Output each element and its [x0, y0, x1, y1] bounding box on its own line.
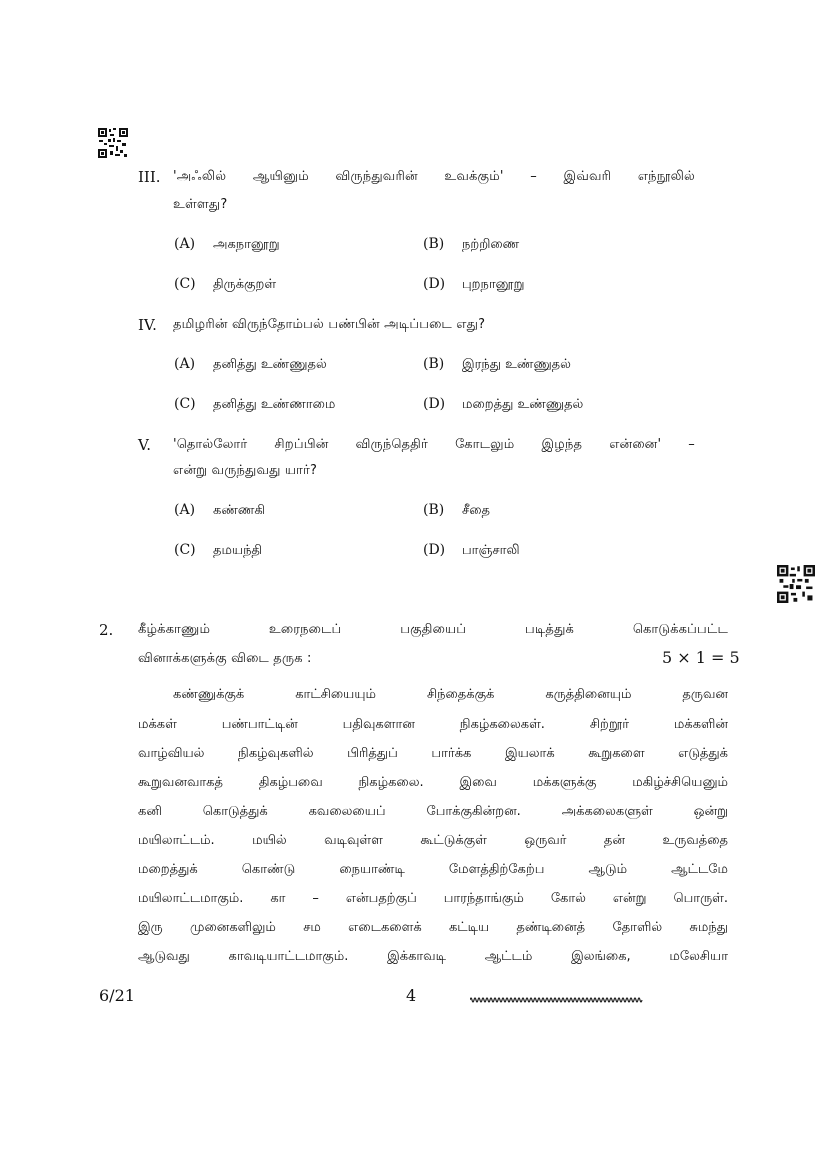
option-text: புறநானூறு: [462, 277, 525, 292]
question-text: 'தொல்லோர் சிறப்பின் விருந்தெதிர் கோடலும் இழந்த என்னை' –: [173, 437, 695, 452]
option-text: நற்றிணை: [462, 237, 520, 252]
option-text: பாஞ்சாலி: [462, 543, 520, 558]
option-letter: (C): [174, 542, 196, 558]
option-text: தனித்து உண்ணுதல்: [213, 357, 327, 372]
question-number: III.: [138, 168, 161, 186]
question-text: என்று வருந்துவது யார்?: [173, 463, 318, 478]
option-text: திருக்குறள்: [213, 277, 277, 292]
marks-label: 5 × 1 = 5: [662, 648, 740, 667]
passage-line: மக்கள் பண்பாட்டின் பதிவுகளான நிகழ்கலைகள். சிற்றூர் மக்களின்: [138, 717, 728, 732]
option-letter: (A): [174, 356, 196, 372]
option-text: மறைத்து உண்ணுதல்: [462, 397, 584, 412]
passage-line: ஆடுவது காவடியாட்டமாகும். இக்காவடி ஆட்டம் இலங்கை, மலேசியா: [138, 949, 728, 964]
option-text: சீதை: [462, 503, 490, 518]
option-letter: (A): [174, 502, 196, 518]
option-text: கண்ணகி: [213, 503, 266, 518]
option-letter: (D): [423, 396, 446, 412]
passage-line: மயிலாட்டமாகும். கா – என்பதற்குப் பாரந்தாங்கும் கோல் என்று பொருள்.: [138, 891, 728, 906]
question-number: V.: [138, 436, 151, 454]
qr-code-top-left: [98, 128, 128, 158]
option-text: தமயந்தி: [213, 543, 263, 558]
question-number: IV.: [138, 316, 157, 334]
question-text: கீழ்க்காணும் உரைநடைப் பகுதியைப் படித்துக் கொடுக்கப்பட்ட: [138, 622, 728, 637]
passage-line: இரு முனைகளிலும் சம எடைகளைக் கட்டிய தண்டினைத் தோளில் சுமந்து: [138, 920, 728, 935]
passage-line: கனி கொடுத்துக் கவலையைப் போக்குகின்றன. அக்கலைகளுள் ஒன்று: [138, 804, 728, 819]
wavy-line-decoration: [470, 990, 645, 1000]
option-letter: (C): [174, 276, 196, 292]
passage-line: மயிலாட்டம். மயில் வடிவுள்ள கூட்டுக்குள் ஒருவர் தன் உருவத்தை: [138, 833, 728, 848]
question-text: 'அஃலில் ஆயினும் விருந்துவரின் உவக்கும்' – இவ்வரி எந்நூலில்: [173, 169, 695, 184]
option-letter: (B): [423, 502, 445, 518]
passage-line: கூறுவனவாகத் திகழ்பவை நிகழ்கலை. இவை மக்களுக்கு மகிழ்ச்சியெனும்: [138, 775, 728, 790]
paper-code: 6/21: [99, 986, 135, 1005]
qr-code-right-margin: [777, 565, 815, 603]
option-text: இரந்து உண்ணுதல்: [462, 357, 571, 372]
option-text: அகநானூறு: [213, 237, 280, 252]
option-letter: (C): [174, 396, 196, 412]
option-letter: (B): [423, 236, 445, 252]
question-text: தமிழரின் விருந்தோம்பல் பண்பின் அடிப்படை எது?: [173, 317, 486, 332]
page-number: 4: [406, 986, 417, 1005]
option-letter: (D): [423, 542, 446, 558]
question-text: உள்ளது?: [173, 197, 228, 212]
option-letter: (D): [423, 276, 446, 292]
option-letter: (A): [174, 236, 196, 252]
option-text: தனித்து உண்ணாமை: [213, 397, 336, 412]
question-text: வினாக்களுக்கு விடை தருக :: [138, 651, 312, 666]
passage-line: வாழ்வியல் நிகழ்வுகளில் பிரித்துப் பார்க்க இயலாக் கூறுகளை எடுத்துக்: [138, 746, 728, 761]
passage-line: மறைத்துக் கொண்டு நையாண்டி மேளத்திற்கேற்ப ஆடும் ஆட்டமே: [138, 862, 728, 877]
passage-line: கண்ணுக்குக் காட்சியையும் சிந்தைக்குக் கருத்தினையும் தருவன: [173, 687, 728, 702]
question-number: 2.: [99, 621, 114, 639]
option-letter: (B): [423, 356, 445, 372]
